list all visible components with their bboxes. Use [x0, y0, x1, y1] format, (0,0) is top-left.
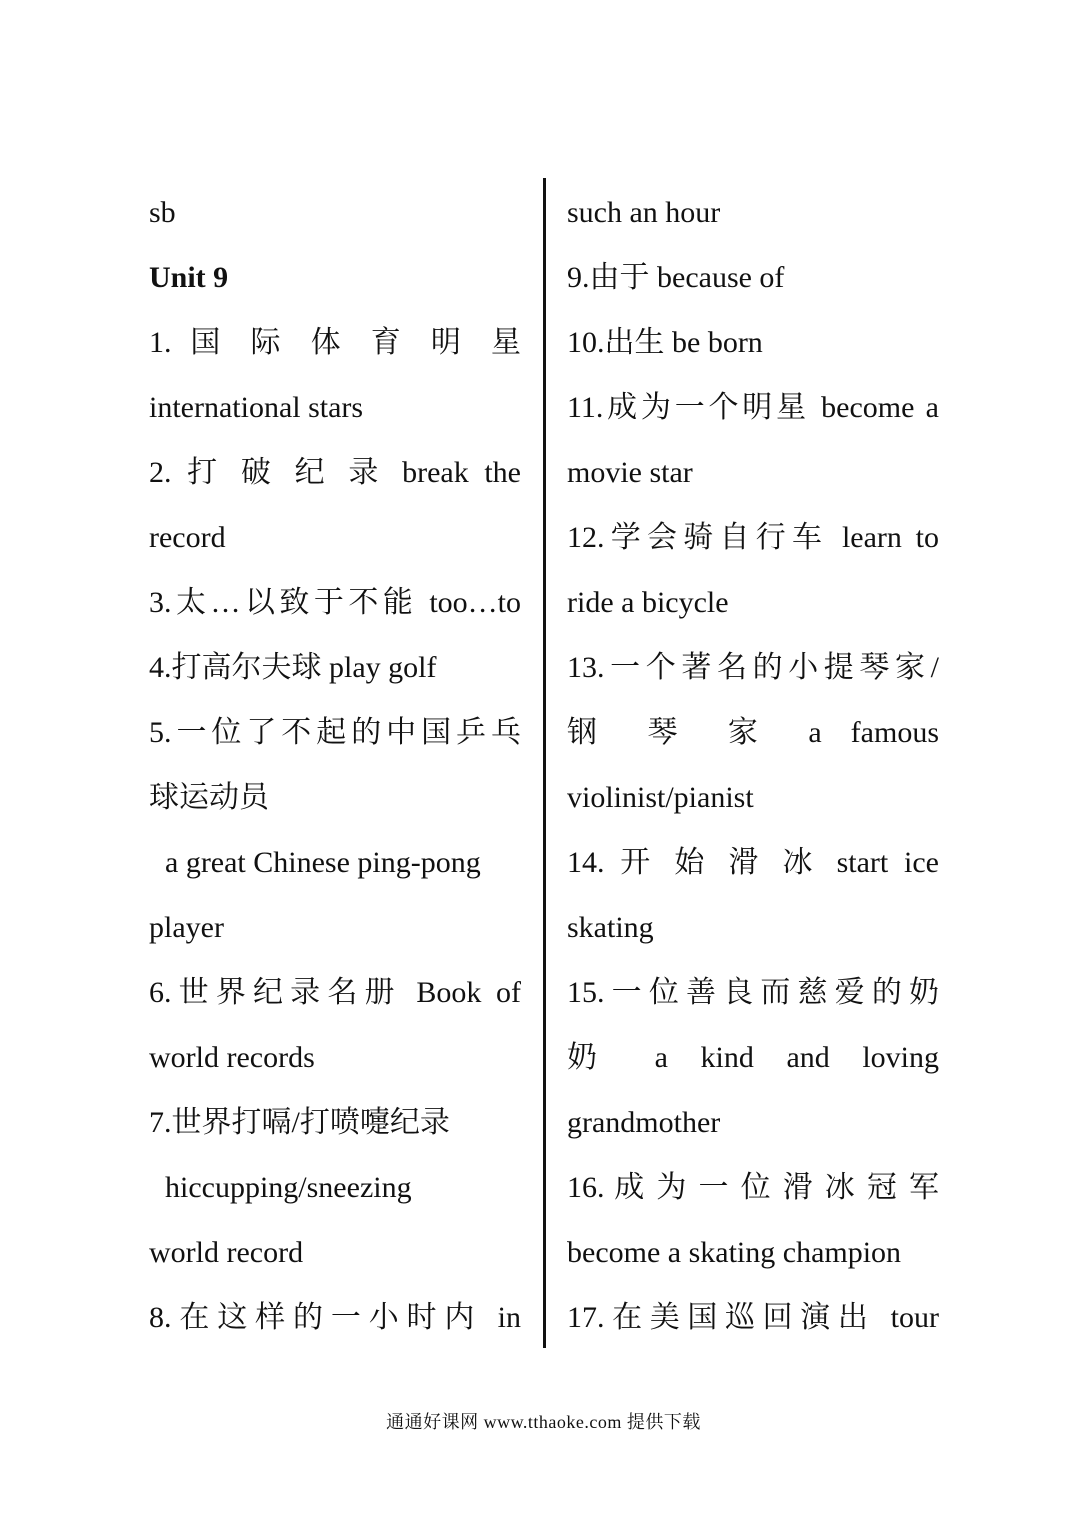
left-column [149, 180, 521, 1350]
text-line: such an hour [567, 196, 721, 229]
vocab-item: 17.在美国巡回演出 tour [567, 1301, 939, 1334]
text-line: world record [149, 1236, 304, 1269]
vocab-item: 16. 成 为 一 位 滑 冰 冠 军 [567, 1171, 939, 1204]
unit-heading: Unit 9 [149, 261, 229, 294]
text-line: ride a bicycle [567, 586, 729, 619]
text-line: hiccupping/sneezing [165, 1171, 412, 1204]
text-line: sb [149, 196, 176, 229]
text-line: world records [149, 1041, 315, 1074]
text-line: 钢 琴 家 a famous [567, 716, 939, 749]
vocab-item: 11.成为一个明星 become a [567, 391, 939, 424]
vocab-item: 1. 国 际 体 育 明 星 [149, 326, 521, 359]
vocab-item: 9.由于 because of [567, 261, 785, 294]
text-line: grandmother [567, 1106, 721, 1139]
vocab-item: 5.一位了不起的中国乒乓 [149, 716, 521, 749]
text-line: movie star [567, 456, 693, 489]
text-line: become a skating champion [567, 1236, 902, 1269]
vocab-item: 10.出生 be born [567, 326, 763, 359]
text-line: skating [567, 911, 654, 944]
vocab-item: 8.在这样的一小时内 in [149, 1301, 521, 1334]
footer-watermark: 通通好课网 www.tthaoke.com 提供下载 [386, 1412, 701, 1432]
text-line: violinist/pianist [567, 781, 754, 814]
text-line: record [149, 521, 226, 554]
text-line: 奶 a kind and loving [567, 1041, 939, 1074]
vocab-item: 2. 打 破 纪 录 break the [149, 456, 521, 489]
vocab-item: 15.一位善良而慈爱的奶 [567, 976, 939, 1009]
column-divider [543, 178, 546, 1348]
text-line: a great Chinese ping-pong [165, 846, 481, 879]
right-column [567, 180, 939, 1350]
vocab-item: 12.学会骑自行车 learn to [567, 521, 939, 554]
vocab-item: 4.打高尔夫球 play golf [149, 651, 437, 684]
text-line: 球运动员 [149, 781, 269, 814]
vocab-item: 13.一个著名的小提琴家/ [567, 651, 939, 684]
vocab-item: 6.世界纪录名册 Book of [149, 976, 521, 1009]
vocab-item: 14. 开 始 滑 冰 start ice [567, 846, 939, 879]
text-line: player [149, 911, 224, 944]
vocab-item: 3.太…以致于不能 too…to [149, 586, 521, 619]
vocab-item: 7.世界打嗝/打喷嚏纪录 [149, 1106, 450, 1139]
text-line: international stars [149, 391, 364, 424]
